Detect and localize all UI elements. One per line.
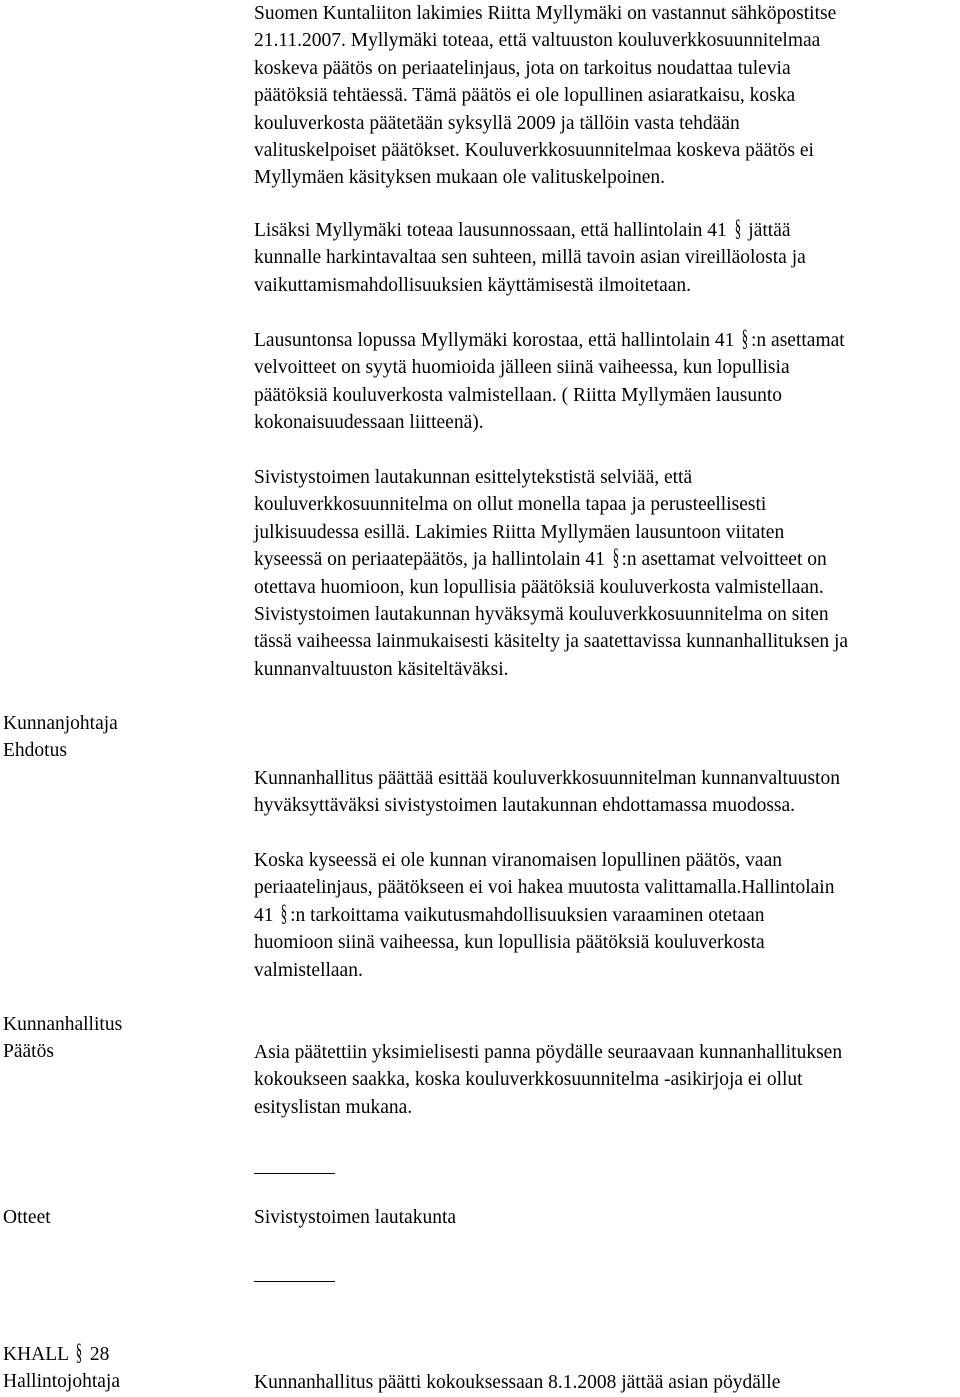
paragraph-decision bbox=[254, 1039, 842, 1121]
text-line: Asia päätettiin yksimielisesti panna pöydälle seuraavaan kunnanhallituksen bbox=[254, 1042, 843, 1063]
side-label-kunnanhallitus: Kunnanhallitus bbox=[3, 1014, 123, 1035]
khall-section: KHALL § 28 bbox=[3, 1341, 120, 1368]
text-line: valmistellaan. bbox=[254, 959, 363, 981]
text-line: periaatelinjaus, päätökseen ei voi hakea muutosta valittamalla.Hallintolain bbox=[254, 877, 835, 899]
text-line: Koska kyseessä ei ole kunnan viranomaisen lopullinen päätös, vaan bbox=[254, 850, 782, 871]
text-line: kunnanvaltuuston käsiteltäväksi. bbox=[254, 658, 509, 680]
text-line: kyseessä on periaatepäätös, ja hallintolain 41 § :n asettamat velvoitteet on bbox=[254, 546, 848, 573]
section-sign-icon: § bbox=[734, 215, 741, 243]
text-line: Suomen Kuntaliiton lakimies Riitta Myllymäki on vastannut sähköpostitse bbox=[254, 3, 837, 24]
text-line: 41 § :n tarkoittama vaikutusmahdollisuuksien varaaminen otetaan bbox=[254, 902, 834, 929]
section-sign-icon: § bbox=[612, 545, 619, 572]
section-sign-icon: § bbox=[281, 900, 288, 928]
paragraph-discretion bbox=[254, 217, 806, 299]
side-label-paatos: Päätös bbox=[3, 1041, 54, 1063]
text-line: julkisuudessa esillä. Lakimies Riitta Myllymäen lausuntoon viitaten bbox=[254, 521, 785, 543]
text-line: Lisäksi Myllymäki toteaa lausunnossaan, että hallintolain 41 § jättää bbox=[254, 217, 806, 244]
paragraph-lawyer-reply bbox=[254, 0, 836, 192]
paragraph-closing-remarks bbox=[254, 327, 845, 437]
text-line: Sivistystoimen lautakunnan esittelytekstistä selviää, että bbox=[254, 467, 693, 488]
section-sign-icon: § bbox=[741, 325, 749, 353]
otteet-recipient: Sivistystoimen lautakunta bbox=[254, 1207, 457, 1228]
separator-line bbox=[254, 1173, 335, 1174]
text-line: hyväksyttäväksi sivistystoimen lautakunnan ehdottamassa muodossa. bbox=[254, 795, 796, 817]
text-line: kouluverkkosuunnitelma on ollut monella tapaa ja perusteellisesti bbox=[254, 494, 767, 516]
text-line: 21.11.2007. Myllymäki toteaa, että valtuuston kouluverkkosuunnitelmaa bbox=[254, 30, 821, 52]
paragraph-tabled: Kunnanhallitus päätti kokouksessaan 8.1.2008 jättää asian pöydälle bbox=[254, 1372, 781, 1393]
text-line: tässä vaiheessa lainmukaisesti käsitelty ja saatettavissa kunnanhallituksen ja bbox=[254, 631, 849, 653]
paragraph-committee-text bbox=[254, 464, 848, 683]
text-line: päätöksiä kouluverkosta valmistellaan. ( Riitta Myllymäen lausunto bbox=[254, 384, 783, 406]
side-label-decision bbox=[3, 1011, 122, 1066]
text-line: otettava huomioon, kun lopullisia päätöksiä kouluverkosta valmistellaan. bbox=[254, 576, 824, 598]
side-label-proposal bbox=[3, 710, 118, 765]
text-line: huomioon siinä vaiheessa, kun lopullisia päätöksiä kouluverkosta bbox=[254, 932, 765, 954]
text-line: velvoitteet on syytä huomioida jälleen siinä vaiheessa, kun lopullisia bbox=[254, 357, 790, 379]
text-line: Myllymäen käsityksen mukaan ole valituskelpoinen. bbox=[254, 167, 666, 189]
text-line: Lausuntonsa lopussa Myllymäki korostaa, että hallintolain 41 § :n asettamat bbox=[254, 327, 845, 354]
text-line: kunnalle harkintavaltaa sen suhteen, millä tavoin asian vireilläolosta ja bbox=[254, 247, 806, 269]
side-label-khall bbox=[3, 1341, 120, 1396]
side-label-otteet: Otteet bbox=[3, 1207, 51, 1228]
text-line: Sivistystoimen lautakunnan hyväksymä kouluverkkosuunnitelma on siten bbox=[254, 604, 829, 626]
text-line: vaikuttamismahdollisuuksien käyttämisestä ilmoitetaan. bbox=[254, 274, 692, 296]
text-line: kouluverkosta päätetään syksyllä 2009 ja tällöin vasta tehdään bbox=[254, 112, 740, 134]
side-label-kunnanjohtaja: Kunnanjohtaja bbox=[3, 713, 118, 734]
section-sign-icon: § bbox=[75, 1339, 83, 1367]
side-label-hallintojohtaja: Hallintojohtaja bbox=[3, 1371, 120, 1393]
text-line: Kunnanhallitus päättää esittää kouluverkkosuunnitelman kunnanvaltuuston bbox=[254, 768, 840, 789]
separator-line bbox=[254, 1281, 335, 1282]
paragraph-proposal bbox=[254, 765, 840, 820]
text-line: valituskelpoiset päätökset. Kouluverkkosuunnitelmaa koskeva päätös ei bbox=[254, 140, 814, 162]
text-line: kokonaisuudessaan liitteenä). bbox=[254, 412, 484, 434]
text-line: esityslistan mukana. bbox=[254, 1096, 413, 1118]
text-line: päätöksiä tehtäessä. Tämä päätös ei ole lopullinen asiaratkaisu, koska bbox=[254, 85, 796, 107]
side-label-ehdotus: Ehdotus bbox=[3, 740, 67, 762]
text-line: kokoukseen saakka, koska kouluverkkosuunnitelma -asikirjoja ei ollut bbox=[254, 1069, 803, 1091]
text-line: koskeva päätös on periaatelinjaus, jota on tarkoitus noudattaa tulevia bbox=[254, 57, 791, 79]
paragraph-no-appeal bbox=[254, 847, 834, 984]
